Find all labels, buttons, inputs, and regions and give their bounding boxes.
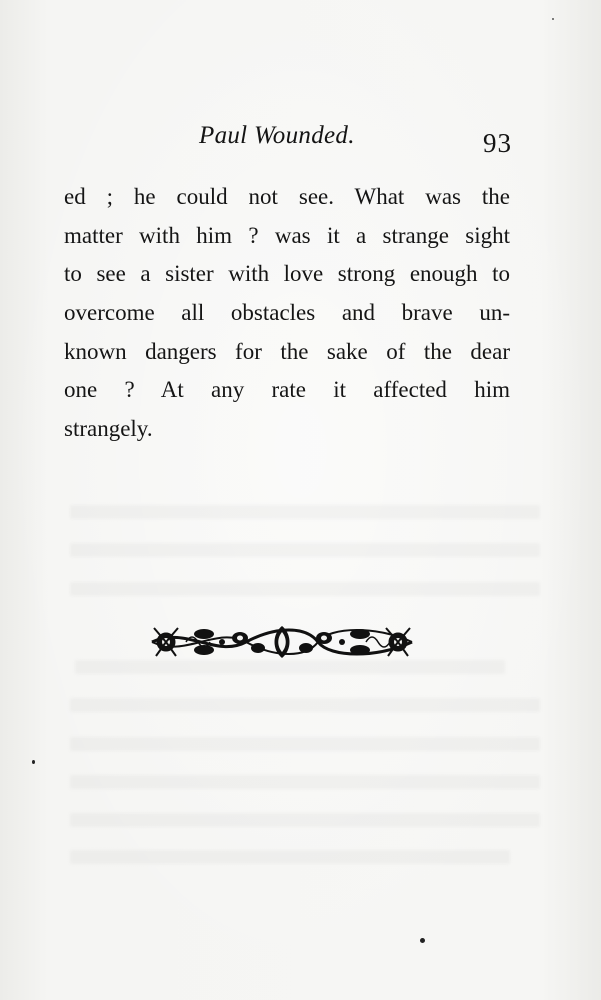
text-line: strangely. bbox=[64, 416, 153, 442]
show-through-shading bbox=[70, 698, 540, 712]
show-through-shading bbox=[70, 543, 540, 557]
text-line: overcome all obstacles and brave un- bbox=[64, 300, 510, 326]
text-line: known dangers for the sake of the dear bbox=[64, 338, 510, 364]
show-through-shading bbox=[70, 813, 540, 827]
show-through-shading bbox=[70, 775, 540, 789]
body-text bbox=[64, 178, 510, 449]
scan-speck bbox=[420, 938, 425, 943]
text-line: ed ; he could not see. What was the bbox=[64, 184, 510, 209]
scan-speck bbox=[552, 18, 554, 20]
show-through-shading bbox=[70, 505, 540, 519]
running-head bbox=[60, 122, 512, 162]
text-line: one ? At any rate it affected him bbox=[64, 377, 510, 403]
scan-speck bbox=[32, 760, 35, 764]
page-number: 93 bbox=[483, 128, 512, 158]
text-line: matter with him ? was it a strange sight bbox=[64, 222, 510, 248]
floral-tailpiece-icon bbox=[146, 620, 418, 664]
running-title: Paul Wounded. bbox=[199, 122, 355, 149]
show-through-shading bbox=[70, 582, 540, 596]
show-through-shading bbox=[70, 850, 510, 864]
text-line: to see a sister with love strong enough to bbox=[64, 261, 510, 287]
show-through-shading bbox=[70, 737, 540, 751]
